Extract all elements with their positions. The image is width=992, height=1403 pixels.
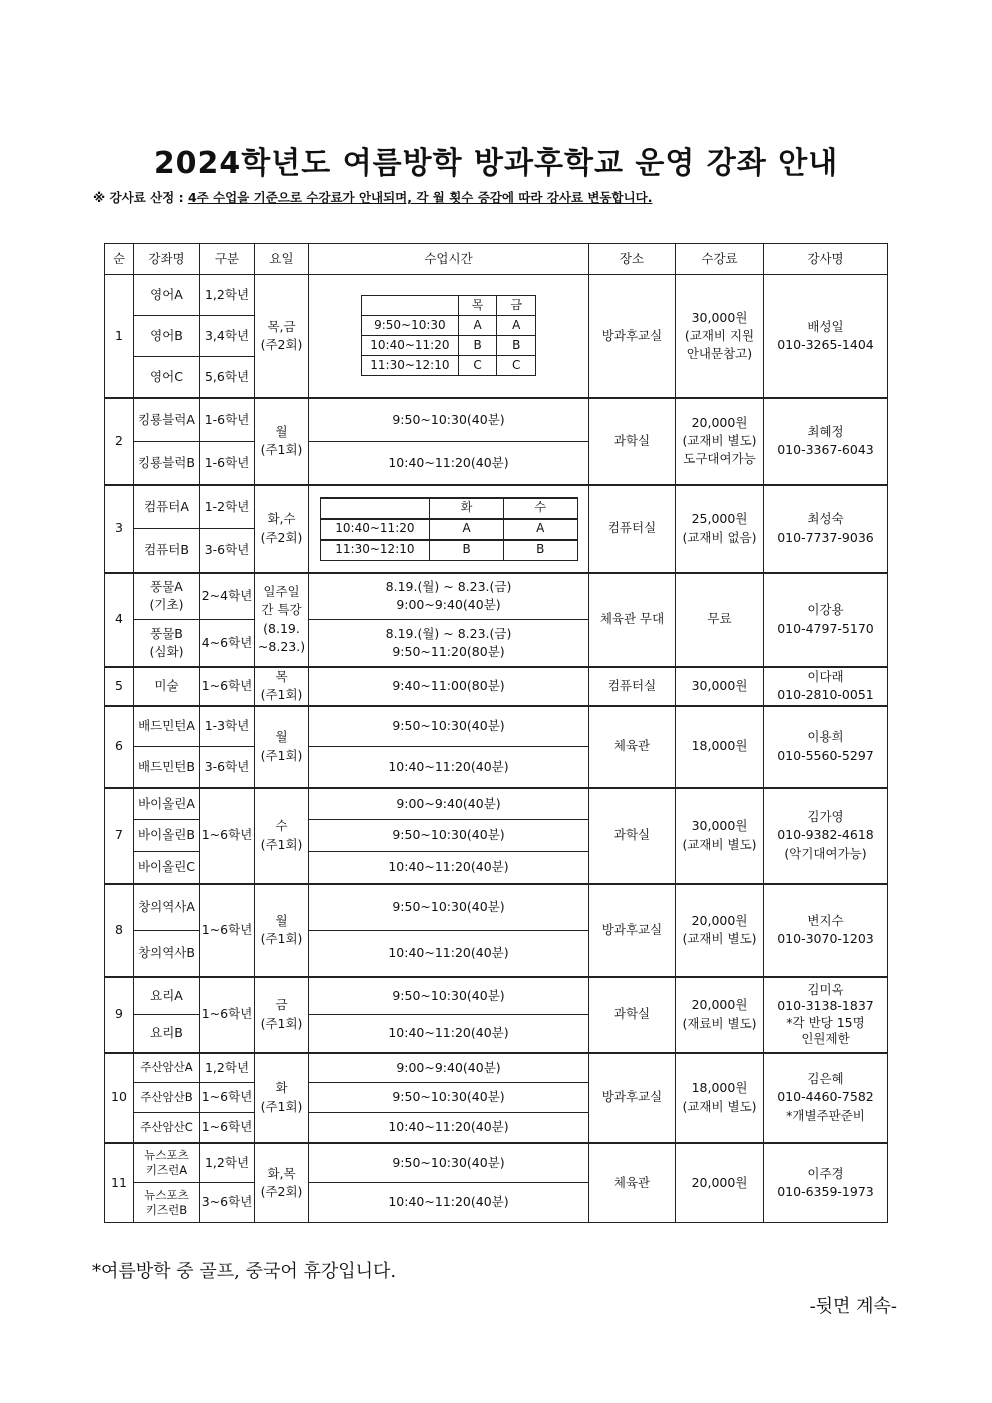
course-time: 9:40~11:00(80분) (309, 667, 589, 706)
header-fee: 수강료 (676, 244, 764, 275)
course-fee: 20,000원 (교재비 별도) 도구대여가능 (676, 398, 764, 485)
course-time: 10:40~11:20(40분) (309, 1015, 589, 1053)
course-teacher: 이강용 010-4797-5170 (764, 573, 888, 667)
course-place: 방과후교실 (589, 275, 676, 398)
grid-cell: B (503, 540, 577, 561)
course-day: 목,금 (주2회) (255, 275, 309, 398)
header-row (105, 244, 888, 275)
course-time: 8.19.(월) ~ 8.23.(금) 9:50~11:20(80분) (309, 620, 589, 667)
header-day: 요일 (255, 244, 309, 275)
grid-cell: B (430, 540, 504, 561)
course-place: 방과후교실 (589, 884, 676, 977)
course-name: 배드민턴B (134, 747, 200, 788)
course-teacher: 이용희 010-5560-5297 (764, 706, 888, 788)
course-fee: 18,000원 (676, 706, 764, 788)
row-number: 7 (105, 788, 134, 884)
course-grade: 4~6학년 (200, 620, 255, 667)
course-grade: 1~6학년 (200, 667, 255, 706)
course-teacher: 배성일 010-3265-1404 (764, 275, 888, 398)
course-place: 컴퓨터실 (589, 485, 676, 573)
grid-cell: A (430, 519, 504, 540)
header-teacher: 강사명 (764, 244, 888, 275)
course-teacher: 이다래 010-2810-0051 (764, 667, 888, 706)
grid-col-header: 목 (458, 296, 497, 316)
course-day: 수 (주1회) (255, 788, 309, 884)
course-grade: 5,6학년 (200, 357, 255, 398)
course-place: 과학실 (589, 398, 676, 485)
course-time: 10:40~11:20(40분) (309, 1183, 589, 1223)
course-time: 9:50~10:30(40분) (309, 1143, 589, 1183)
course-name: 바이올린A (134, 788, 200, 820)
course-fee: 30,000원 (676, 667, 764, 706)
course-name: 창의역사A (134, 884, 200, 931)
course-grade: 1,2학년 (200, 1053, 255, 1083)
grid-cell: A (458, 316, 497, 336)
course-name: 바이올린C (134, 852, 200, 884)
grid-cell: C (497, 356, 536, 376)
course-teacher: 변지수 010-3070-1203 (764, 884, 888, 977)
course-fee: 무료 (676, 573, 764, 667)
course-name: 영어B (134, 316, 200, 357)
table-row (105, 667, 888, 706)
page-title: 2024학년도 여름방학 방과후학교 운영 강좌 안내 (153, 146, 839, 181)
course-time: 10:40~11:20(40분) (309, 852, 589, 884)
course-grade: 1-6학년 (200, 442, 255, 485)
course-fee: 20,000원 (재료비 별도) (676, 977, 764, 1053)
course-day: 화,수 (주2회) (255, 485, 309, 573)
course-place: 체육관 (589, 1143, 676, 1223)
row-number: 1 (105, 275, 134, 398)
course-name: 주산암산B (134, 1083, 200, 1113)
fee-notice-text: 4주 수업을 기준으로 수강료가 안내되며, 각 월 횟수 증감에 따라 강사료 변동합니다. (187, 190, 653, 205)
course-day: 월 (주1회) (255, 706, 309, 788)
course-name: 영어A (134, 275, 200, 316)
course-name: 창의역사B (134, 931, 200, 977)
course-place: 과학실 (589, 788, 676, 884)
row-number: 4 (105, 573, 134, 667)
fee-notice-prefix: ※ 강사료 산정 : (93, 190, 188, 205)
course-time: 9:00~9:40(40분) (309, 788, 589, 820)
course-name: 뉴스포츠 키즈런B (134, 1183, 200, 1223)
course-time: 10:40~11:20(40분) (309, 1113, 589, 1143)
time-grid (361, 295, 536, 376)
grid-time: 10:40~11:20 (320, 519, 430, 540)
continued-note: -뒷면 계속- (809, 1296, 897, 1317)
course-place: 방과후교실 (589, 1053, 676, 1143)
time-grid-cell (309, 485, 589, 573)
table-row (105, 977, 888, 1015)
course-name: 배드민턴A (134, 706, 200, 747)
course-grade: 1~6학년 (200, 1113, 255, 1143)
course-grade: 1,2학년 (200, 1143, 255, 1183)
course-day: 일주일 간 특강 (8.19. ~8.23.) (255, 573, 309, 667)
course-day: 월 (주1회) (255, 398, 309, 485)
grid-time: 11:30~12:10 (320, 540, 430, 561)
course-teacher: 최성숙 010-7737-9036 (764, 485, 888, 573)
course-time: 9:50~10:30(40분) (309, 706, 589, 747)
course-grade: 1-2학년 (200, 485, 255, 529)
course-time: 9:50~10:30(40분) (309, 884, 589, 931)
course-table (104, 243, 888, 1223)
course-place: 체육관 무대 (589, 573, 676, 667)
closure-note: *여름방학 중 골프, 중국어 휴강입니다. (92, 1261, 397, 1282)
grid-col-header: 수 (503, 498, 577, 519)
grid-time: 9:50~10:30 (362, 316, 459, 336)
course-fee: 20,000원 (교재비 별도) (676, 884, 764, 977)
course-grade: 1-6학년 (200, 398, 255, 442)
course-grade: 1,2학년 (200, 275, 255, 316)
course-grade: 3-6학년 (200, 529, 255, 573)
grid-cell: B (497, 336, 536, 356)
row-number: 8 (105, 884, 134, 977)
time-grid (320, 497, 578, 561)
grid-col-header: 화 (430, 498, 504, 519)
course-name: 뉴스포츠 키즈런A (134, 1143, 200, 1183)
course-teacher: 김은혜 010-4460-7582 *개별주판준비 (764, 1053, 888, 1143)
header-course: 강좌명 (134, 244, 200, 275)
course-time: 8.19.(월) ~ 8.23.(금) 9:00~9:40(40분) (309, 573, 589, 620)
course-day: 월 (주1회) (255, 884, 309, 977)
table-row (105, 884, 888, 931)
table-row (105, 398, 888, 442)
row-number: 6 (105, 706, 134, 788)
course-fee: 25,000원 (교재비 없음) (676, 485, 764, 573)
time-grid-cell (309, 275, 589, 398)
course-time: 9:50~10:30(40분) (309, 398, 589, 442)
row-number: 2 (105, 398, 134, 485)
course-teacher: 김가영 010-9382-4618 (악기대여가능) (764, 788, 888, 884)
header-place: 장소 (589, 244, 676, 275)
course-teacher: 최혜정 010-3367-6043 (764, 398, 888, 485)
course-name: 요리B (134, 1015, 200, 1053)
course-grade: 3-6학년 (200, 747, 255, 788)
course-fee: 20,000원 (676, 1143, 764, 1223)
course-grade: 3~6학년 (200, 1183, 255, 1223)
course-place: 과학실 (589, 977, 676, 1053)
table-row (105, 788, 888, 820)
course-grade: 1~6학년 (200, 788, 255, 884)
course-name: 주산암산C (134, 1113, 200, 1143)
grid-time: 11:30~12:10 (362, 356, 459, 376)
course-grade: 1-3학년 (200, 706, 255, 747)
course-name: 바이올린B (134, 820, 200, 852)
table-row (105, 1053, 888, 1083)
grid-time: 10:40~11:20 (362, 336, 459, 356)
course-time: 10:40~11:20(40분) (309, 442, 589, 485)
row-number: 3 (105, 485, 134, 573)
course-place: 컴퓨터실 (589, 667, 676, 706)
course-time: 10:40~11:20(40분) (309, 747, 589, 788)
table-row (105, 485, 888, 529)
course-name: 풍물B (심화) (134, 620, 200, 667)
grid-col-header: 금 (497, 296, 536, 316)
course-day: 금 (주1회) (255, 977, 309, 1053)
grid-cell: A (503, 519, 577, 540)
course-teacher: 이주경 010-6359-1973 (764, 1143, 888, 1223)
header-grade: 구분 (200, 244, 255, 275)
header-time: 수업시간 (309, 244, 589, 275)
course-fee: 30,000원 (교재비 별도) (676, 788, 764, 884)
course-day: 화,목 (주2회) (255, 1143, 309, 1223)
course-name: 영어C (134, 357, 200, 398)
row-number: 11 (105, 1143, 134, 1223)
row-number: 9 (105, 977, 134, 1053)
table-row (105, 275, 888, 316)
grid-cell: C (458, 356, 497, 376)
course-grade: 3,4학년 (200, 316, 255, 357)
row-number: 10 (105, 1053, 134, 1143)
course-name: 킹룡블럭A (134, 398, 200, 442)
course-time: 9:50~10:30(40분) (309, 820, 589, 852)
table-row (105, 1143, 888, 1183)
course-name: 컴퓨터A (134, 485, 200, 529)
grid-cell: B (458, 336, 497, 356)
course-name: 킹룡블럭B (134, 442, 200, 485)
course-grade: 1~6학년 (200, 977, 255, 1053)
course-grade: 1~6학년 (200, 884, 255, 977)
course-time: 10:40~11:20(40분) (309, 931, 589, 977)
row-number: 5 (105, 667, 134, 706)
fee-notice (93, 188, 652, 206)
course-fee: 18,000원 (교재비 별도) (676, 1053, 764, 1143)
course-name: 풍물A (기초) (134, 573, 200, 620)
course-day: 화 (주1회) (255, 1053, 309, 1143)
course-time: 9:00~9:40(40분) (309, 1053, 589, 1083)
table-row (105, 573, 888, 620)
course-place: 체육관 (589, 706, 676, 788)
course-name: 미술 (134, 667, 200, 706)
course-name: 주산암산A (134, 1053, 200, 1083)
course-day: 목 (주1회) (255, 667, 309, 706)
course-grade: 2~4학년 (200, 573, 255, 620)
table-row (105, 706, 888, 747)
course-time: 9:50~10:30(40분) (309, 1083, 589, 1113)
course-fee: 30,000원 (교재비 지원 안내문참고) (676, 275, 764, 398)
grid-cell: A (497, 316, 536, 336)
course-teacher: 김미옥 010-3138-1837 *각 반당 15명 인원제한 (764, 977, 888, 1053)
header-num: 순 (105, 244, 134, 275)
course-time: 9:50~10:30(40분) (309, 977, 589, 1015)
course-name: 요리A (134, 977, 200, 1015)
course-name: 컴퓨터B (134, 529, 200, 573)
course-grade: 1~6학년 (200, 1083, 255, 1113)
